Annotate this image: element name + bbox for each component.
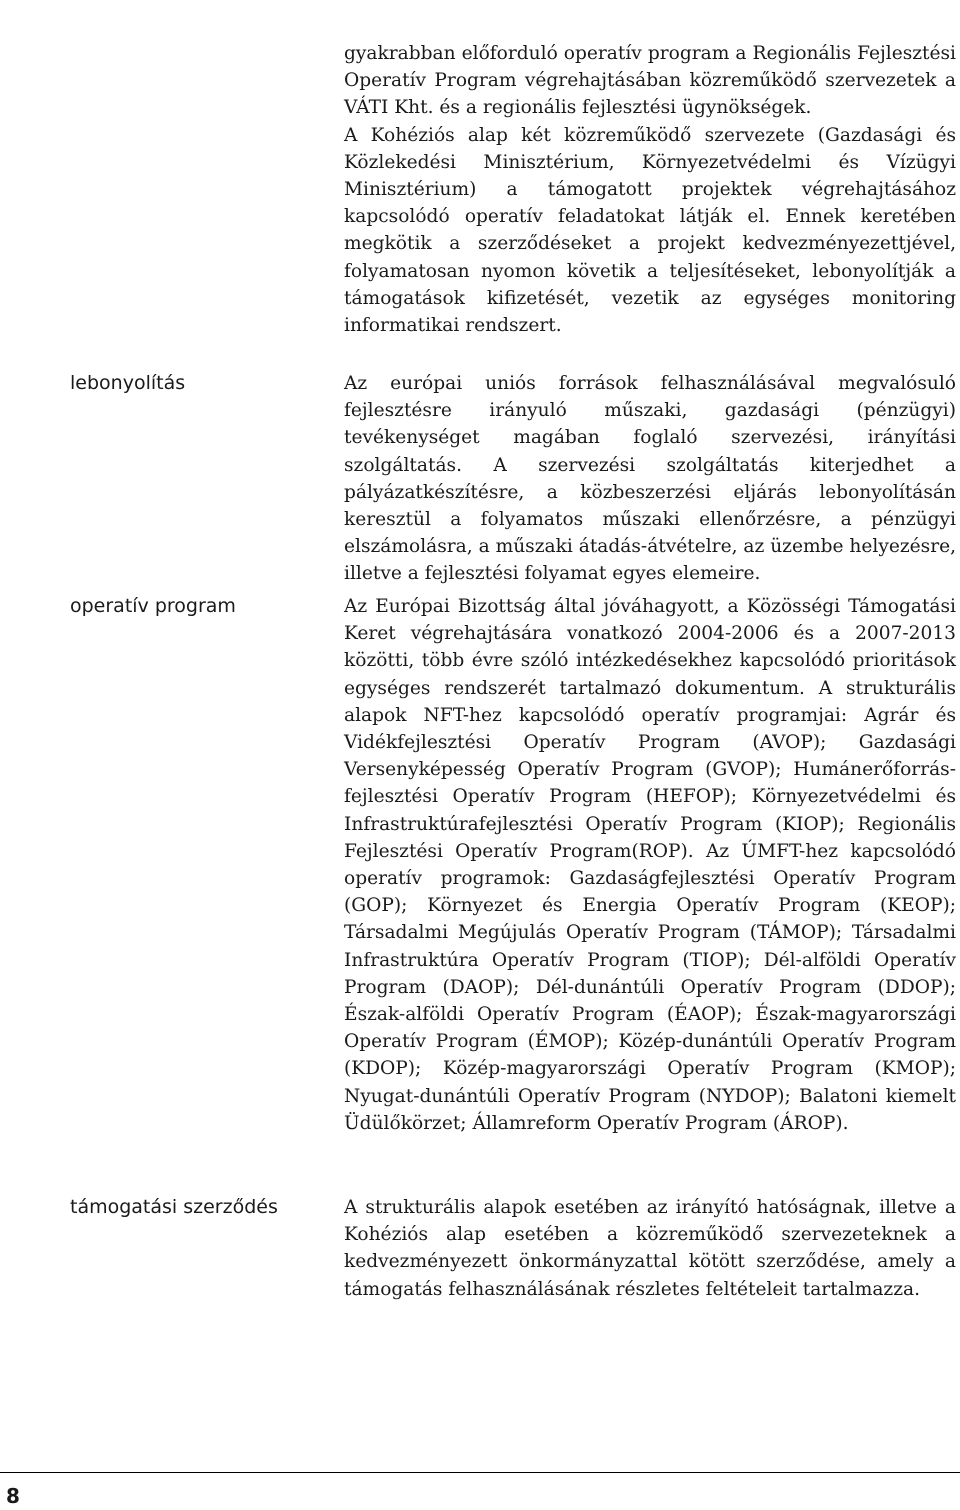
definition-paragraph: gyakrabban előforduló operatív program a Regionális Fejlesztési Operatív Program végrehajtásában közreműködő szervezetek a VÁTI Kht. és a regionális fejlesztési ügynökségek.	[344, 43, 956, 119]
definition-paragraph: Az európai uniós források felhasználásával megvalósuló fejlesztésre irányuló műszaki, gazdasági (pénzügyi) tevékenységet magában foglaló szervezési, irányítási szolgáltatás. A szervezési szolgáltatás kiterjedhet a pályázatkészítésre, a közbeszerzési eljárás lebonyolításán keresztül a folyamatos műszaki ellenőrzésre, a pénzügyi elszámolásra, a műszaki átadás-átvételre, az üzembe helyezésre, illetve a fejlesztési folyamat egyes elemeire.	[344, 373, 956, 585]
glossary-term: operatív program	[70, 595, 236, 617]
glossary-term: lebonyolítás	[70, 372, 186, 394]
glossary-term: támogatási szerződés	[70, 1196, 278, 1218]
definition-text	[344, 1194, 956, 1303]
definition-text	[344, 370, 956, 588]
footer-divider	[0, 1472, 960, 1473]
definition-paragraph: A strukturális alapok esetében az irányító hatóságnak, illetve a Kohéziós alap esetében a közreműködő szervezeteknek a kedvezményezett önkormányzattal kötött szerződése, amely a támogatás felhasználásának részletes feltételeit tartalmazza.	[344, 1197, 956, 1300]
definition-paragraph: Az Európai Bizottság által jóváhagyott, a Közösségi Támogatási Keret végrehajtására vonatkozó 2004-2006 és a 2007-2013 közötti, több évre szóló intézkedésekhez kapcsolódó prioritások egységes rendszerét tartalmazó dokumentum. A strukturális alapok NFT-hez kapcsolódó operatív programjai: Agrár és Vidékfejlesztési Operatív Program (AVOP); Gazdasági Versenyképesség Operatív Program (GVOP); Humánerőforrás-fejlesztési Operatív Program (HEFOP); Környezetvédelmi és Infrastruktúrafejlesztési Operatív Program (KIOP); Regionális Fejlesztési Operatív Program(ROP). Az ÚMFT-hez kapcsolódó operatív programok: Gazdaságfejlesztési Operatív Program (GOP); Környezet és Energia Operatív Program (KEOP); Társadalmi Megújulás Operatív Program (TÁMOP); Társadalmi Infrastruktúra Operatív Program (TIOP); Dél-alföldi Operatív Program (DAOP); Dél-dunántúli Operatív Program (DDOP); Észak-alföldi Operatív Program (ÉAOP); Észak-magyarországi Operatív Program (ÉMOP); Közép-dunántúli Operatív Program (KDOP); Közép-magyarországi Operatív Program (KMOP); Nyugat-dunántúli Operatív Program (NYDOP); Balatoni kiemelt Üdülőkörzet; Államreform Operatív Program (ÁROP).	[344, 596, 956, 1134]
definition-text	[344, 593, 956, 1137]
definition-paragraph: A Kohéziós alap két közreműködő szervezete (Gazdasági és Közlekedési Minisztérium, Környezetvédelmi és Vízügyi Minisztérium) a támogatott projektek végrehajtásához kapcsolódó operatív feladatokat látják el. Ennek keretében megkötik a szerződéseket a projekt kedvezményezettjével, folyamatosan nyomon követik a teljesítéseket, lebonyolítják a támogatások kifizetését, vezetik az egységes monitoring informatikai rendszert.	[344, 124, 956, 337]
definition-text	[344, 40, 956, 339]
page-number: 8	[6, 1484, 20, 1508]
